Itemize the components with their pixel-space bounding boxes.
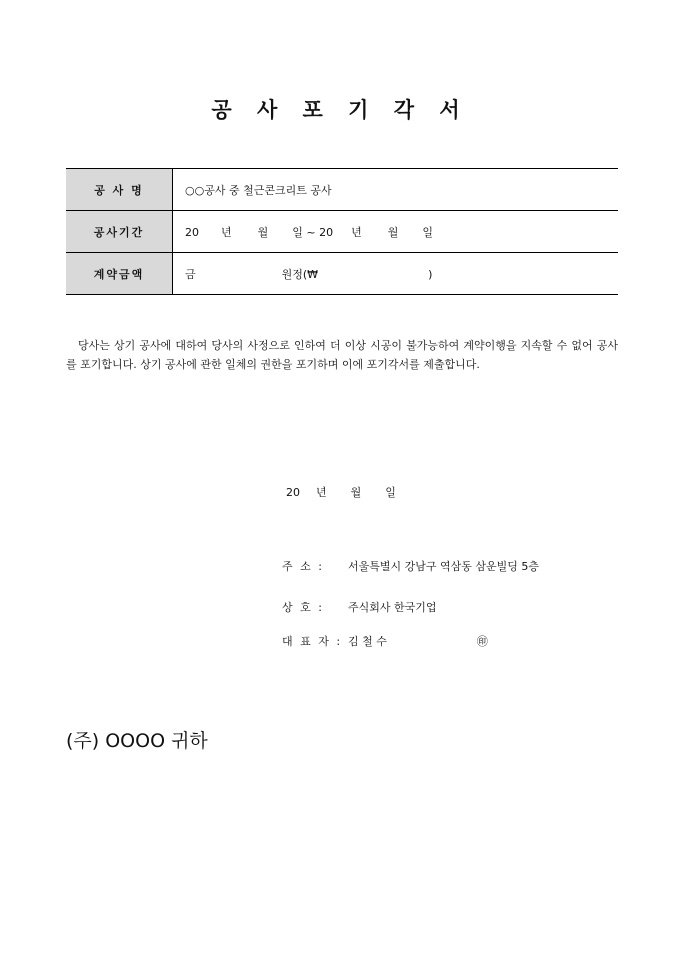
period-wol-start: 월 bbox=[257, 225, 269, 239]
date-year: 20 bbox=[286, 486, 300, 499]
seal-icon: ㊞ bbox=[476, 635, 488, 648]
project-name-value: ○○공사 중 철근콘크리트 공사 bbox=[173, 169, 619, 211]
project-period-value bbox=[173, 211, 619, 253]
body-paragraph: 당사는 상기 공사에 대하여 당사의 사정으로 인하여 더 이상 시공이 불가능하여 계약이행을 지속할 수 없어 공사를 포기합니다. 상기 공사에 관한 일체의 권한을 포기하며 이에 포기각서를 제출합니다. bbox=[66, 339, 618, 371]
contract-info-table bbox=[66, 168, 618, 295]
amount-close: ) bbox=[428, 267, 433, 281]
company-label: 상 호 : bbox=[282, 601, 324, 614]
representative-label: 대 표 자 : bbox=[282, 635, 343, 648]
representative-value: 김 철 수 bbox=[348, 635, 387, 648]
period-nyeon-start: 년 bbox=[221, 225, 232, 239]
contract-amount-value bbox=[173, 253, 619, 295]
representative-line bbox=[282, 633, 488, 649]
company-value: 주식회사 한국기업 bbox=[348, 601, 437, 614]
signing-date bbox=[286, 484, 396, 500]
date-wol: 월 bbox=[350, 486, 362, 499]
date-nyeon: 년 bbox=[316, 486, 327, 499]
table-row bbox=[66, 253, 618, 295]
project-period-label: 공사기간 bbox=[66, 211, 173, 253]
table-row bbox=[66, 211, 618, 253]
table-row bbox=[66, 169, 618, 211]
contract-amount-label: 계약금액 bbox=[66, 253, 173, 295]
amount-prefix: 금 bbox=[185, 267, 196, 281]
address-label: 주 소 : bbox=[282, 560, 324, 573]
period-wol-end: 월 bbox=[387, 225, 399, 239]
date-il: 일 bbox=[385, 486, 396, 499]
address-line bbox=[282, 558, 539, 574]
company-line bbox=[282, 599, 437, 615]
period-il-end: 일 bbox=[422, 225, 434, 239]
amount-won: 원정(₩ bbox=[281, 267, 319, 281]
addressee: (주) OOOO 귀하 bbox=[66, 730, 208, 752]
project-name-label: 공 사 명 bbox=[66, 169, 173, 211]
period-nyeon-end: 년 bbox=[351, 225, 362, 239]
period-year-start: 20 bbox=[185, 225, 199, 239]
period-il-start: 일 ~ 20 bbox=[292, 225, 334, 239]
document-title: 공 사 포 기 각 서 bbox=[211, 98, 469, 122]
address-value: 서울특별시 강남구 역삼동 삼운빌딩 5층 bbox=[348, 560, 539, 573]
